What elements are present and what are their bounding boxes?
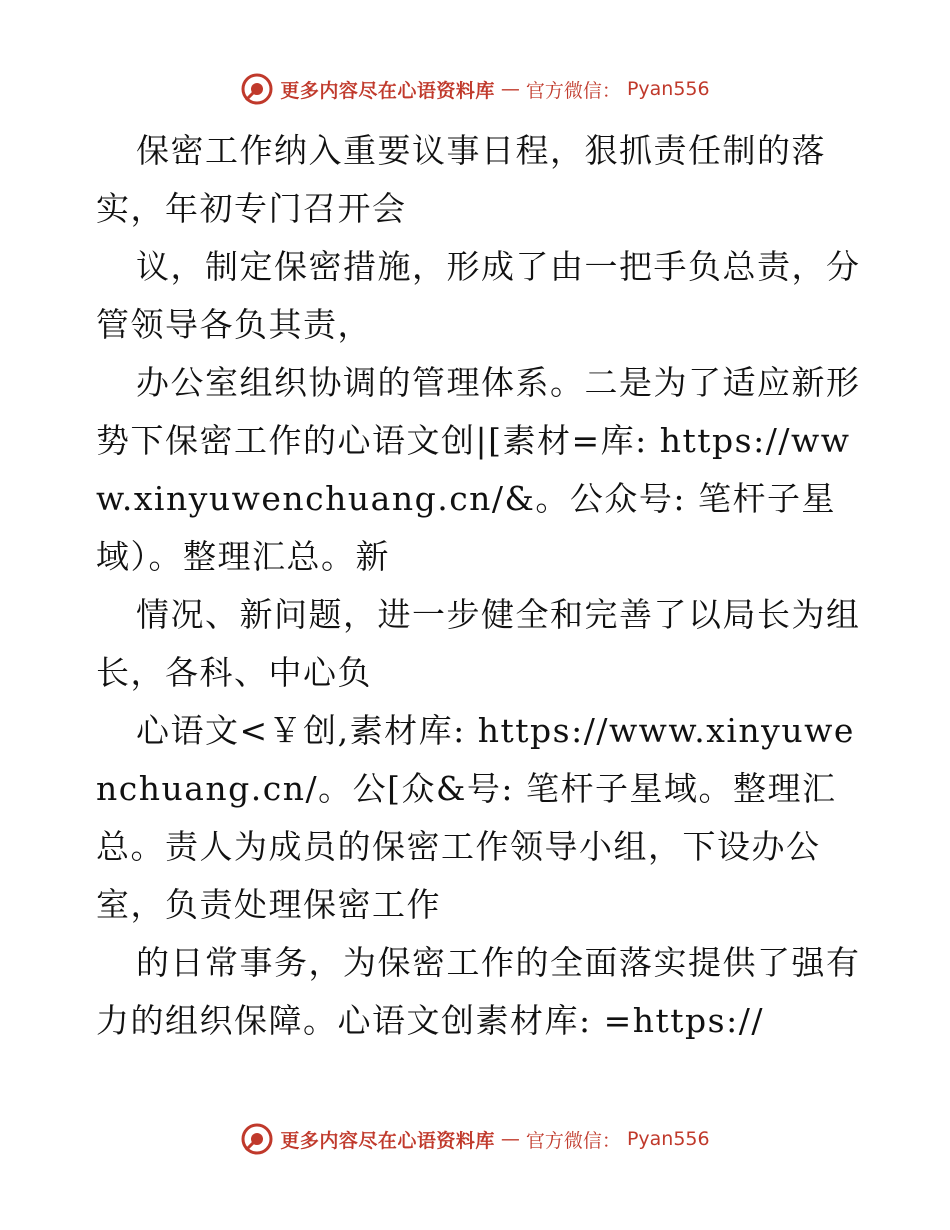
brand-logo-icon (240, 1122, 274, 1156)
header-banner (0, 72, 950, 106)
header-banner-text: 更多内容尽在心语资料库 (280, 79, 495, 102)
footer-banner (0, 1122, 950, 1156)
footer-banner-label: 官方微信： (525, 1129, 621, 1152)
paragraph-5: 心语文<￥创,素材库: https://www.xinyuwenchuang.cn/。公[众&号: 笔杆子星域。整理汇总。责人为成员的保密工作领导小组，下设办公室，负责处理保密工作 (96, 711, 855, 924)
header-banner-separator: — (500, 78, 520, 100)
paragraph-2: 议，制定保密措施，形成了由一把手负总责，分管领导各负其责， (96, 247, 861, 344)
document-body (96, 122, 866, 1050)
paragraph-1: 保密工作纳入重要议事日程，狠抓责任制的落实，年初专门召开会 (96, 131, 826, 228)
paragraph-4: 情况、新问题，进一步健全和完善了以局长为组长，各科、中心负 (96, 595, 861, 692)
paragraph-3: 办公室组织协调的管理体系。二是为了适应新形势下保密工作的心语文创|[素材=库: https://www.xinyuwenchuang.cn/&。公众号: 笔杆子星域）。整理汇总。新 (96, 363, 861, 576)
paragraph-6: 的日常事务，为保密工作的全面落实提供了强有力的组织保障。心语文创素材库: =https:// (96, 943, 861, 1040)
footer-banner-separator: — (500, 1128, 520, 1150)
footer-banner-id: Pyan556 (626, 1128, 710, 1150)
footer-banner-text: 更多内容尽在心语资料库 (280, 1129, 495, 1152)
header-banner-id: Pyan556 (626, 78, 710, 100)
header-banner-label: 官方微信： (525, 79, 621, 102)
brand-logo-icon (240, 72, 274, 106)
